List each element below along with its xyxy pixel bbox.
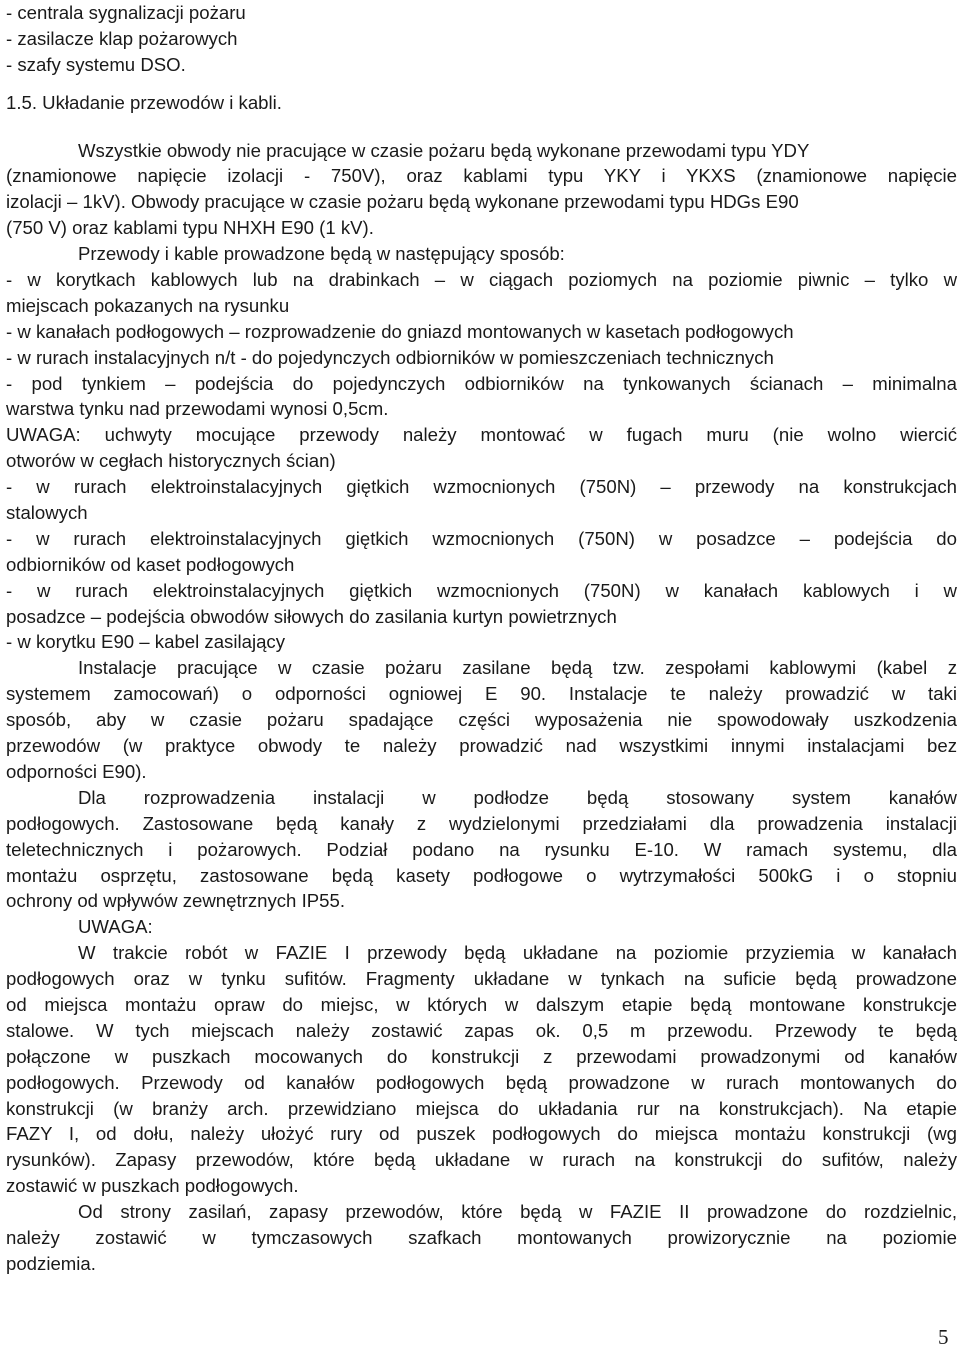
text-line: (znamionowe napięcie izolacji - 750V), oraz kablami typu YKY i YKXS (znamionowe napięcie — [6, 165, 957, 187]
text-line: warstwa tynku nad przewodami wynosi 0,5cm. — [6, 398, 389, 420]
list-item: - szafy systemu DSO. — [6, 53, 186, 75]
text-line: - w rurach elektroinstalacyjnych giętkich wzmocnionych (750N) w kanałach kablowych i w — [6, 579, 957, 601]
text-line: zostawić w puszkach podłogowych. — [6, 1175, 299, 1197]
text-line: należy zostawić w tymczasowych szafkach montowanych prowizorycznie na poziomie — [6, 1226, 957, 1248]
text-line: stalowe. W tych miejscach należy zostawić zapas ok. 0,5 m przewodu. Przewody te będą — [6, 1019, 957, 1041]
text-line: Wszystkie obwody nie pracujące w czasie pożaru będą wykonane przewodami typu YDY — [78, 139, 810, 161]
text-line: - w rurach elektroinstalacyjnych giętkich wzmocnionych (750N) – przewody na konstrukcjach — [6, 476, 957, 498]
text-line: Przewody i kable prowadzone będą w następujący sposób: — [78, 243, 565, 265]
text-line: - pod tynkiem – podejścia do pojedynczych odbiorników na tynkowanych ścianach – minimalna — [6, 372, 957, 394]
page-number: 5 — [938, 1325, 949, 1349]
text-line: - w korytkach kablowych lub na drabinkach – w ciągach poziomych na poziomie piwnic – tylko w — [6, 269, 957, 291]
text-line: podłogowych oraz w tynku sufitów. Fragmenty układane w tynkach na suficie będą prowadzone — [6, 968, 957, 990]
list-item: - centrala sygnalizacji pożaru — [6, 2, 246, 23]
text-line: podziemia. — [6, 1252, 96, 1274]
text-line: - w kanałach podłogowych – rozprowadzenie do gniazd montowanych w kasetach podłogowych — [6, 320, 794, 342]
text-line: montażu osprzętu, zastosowane będą kasety podłogowe o wytrzymałości 500kG i o stopniu — [6, 864, 957, 886]
text-line: odbiorników od kaset podłogowych — [6, 553, 295, 575]
text-line: rysunków). Zapasy przewodów, które będą układane w rurach na konstrukcji do sufitów, należy — [6, 1149, 957, 1171]
list-item: - zasilacze klap pożarowych — [6, 27, 238, 49]
text-line: stalowych — [6, 502, 88, 524]
text-line: - w rurach elektroinstalacyjnych giętkich wzmocnionych (750N) w posadzce – podejścia do — [6, 527, 957, 549]
text-line: - w korytku E90 – kabel zasilający — [6, 631, 286, 653]
document-page — [6, 0, 957, 1277]
text-line: podłogowych. Przewody od kanałów podłogowych będą prowadzone w rurach montowanych do — [6, 1071, 957, 1093]
text-line: izolacji – 1kV). Obwody pracujące w czasie pożaru będą wykonane przewodami typu HDGs E90 — [6, 191, 799, 213]
top-list — [6, 0, 957, 78]
text-line: (750 V) oraz kablami typu NHXH E90 (1 kV). — [6, 217, 374, 239]
text-line: FAZY I, od dołu, należy ułożyć rury od puszek podłogowych do miejsca montażu konstrukcji (wg — [6, 1123, 957, 1145]
text-line: od miejsca montażu opraw do miejsc, w których w dalszym etapie będą montowane konstrukcje — [6, 993, 957, 1015]
text-line: systemem zamocowań) o odporności ogniowej E 90. Instalacje te należy prowadzić w taki — [6, 683, 957, 705]
text-line: UWAGA: — [78, 916, 153, 938]
text-line: teletechnicznych i pożarowych. Podział podano na rysunku E-10. W ramach systemu, dla — [6, 838, 957, 860]
text-line: otworów w cegłach historycznych ścian) — [6, 450, 336, 472]
text-line: ochrony od wpływów zewnętrznych IP55. — [6, 890, 345, 912]
text-line: konstrukcji (w branży arch. przewidziano miejsca do układania rur na konstrukcjach). Na etapie — [6, 1097, 957, 1119]
text-line: podłogowych. Zastosowane będą kanały z wydzielonymi przedziałami dla prowadzenia instalacji — [6, 812, 957, 834]
section-heading: 1.5. Układanie przewodów i kabli. — [6, 91, 282, 113]
text-line: sposób, aby w czasie pożaru spadające części wyposażenia nie spowodowały uszkodzenia — [6, 709, 957, 731]
text-line: - w rurach instalacyjnych n/t - do pojedynczych odbiorników w pomieszczeniach technicznych — [6, 346, 774, 368]
text-line: UWAGA: uchwyty mocujące przewody należy montować w fugach muru (nie wolno wiercić — [6, 424, 957, 446]
text-line: W trakcie robót w FAZIE I przewody będą układane na poziomie przyziemia w kanałach — [78, 942, 957, 964]
text-line: Instalacje pracujące w czasie pożaru zasilane będą tzw. zespołami kablowymi (kabel z — [78, 657, 957, 679]
text-line: Od strony zasilań, zapasy przewodów, które będą w FAZIE II prowadzone do rozdzielnic, — [78, 1201, 957, 1223]
text-line: posadzce – podejścia obwodów siłowych do zasilania kurtyn powietrznych — [6, 605, 617, 627]
body-text — [6, 138, 957, 1277]
text-line: przewodów (w praktyce obwody te należy prowadzić nad wszystkimi innymi instalacjami bez — [6, 735, 957, 757]
text-line: połączone w puszkach mocowanych do konstrukcji z przewodami prowadzonymi od kanałów — [6, 1045, 957, 1067]
text-line: odporności E90). — [6, 760, 147, 782]
text-line: miejscach pokazanych na rysunku — [6, 294, 290, 316]
text-line: Dla rozprowadzenia instalacji w podłodze będą stosowany system kanałów — [78, 786, 957, 808]
